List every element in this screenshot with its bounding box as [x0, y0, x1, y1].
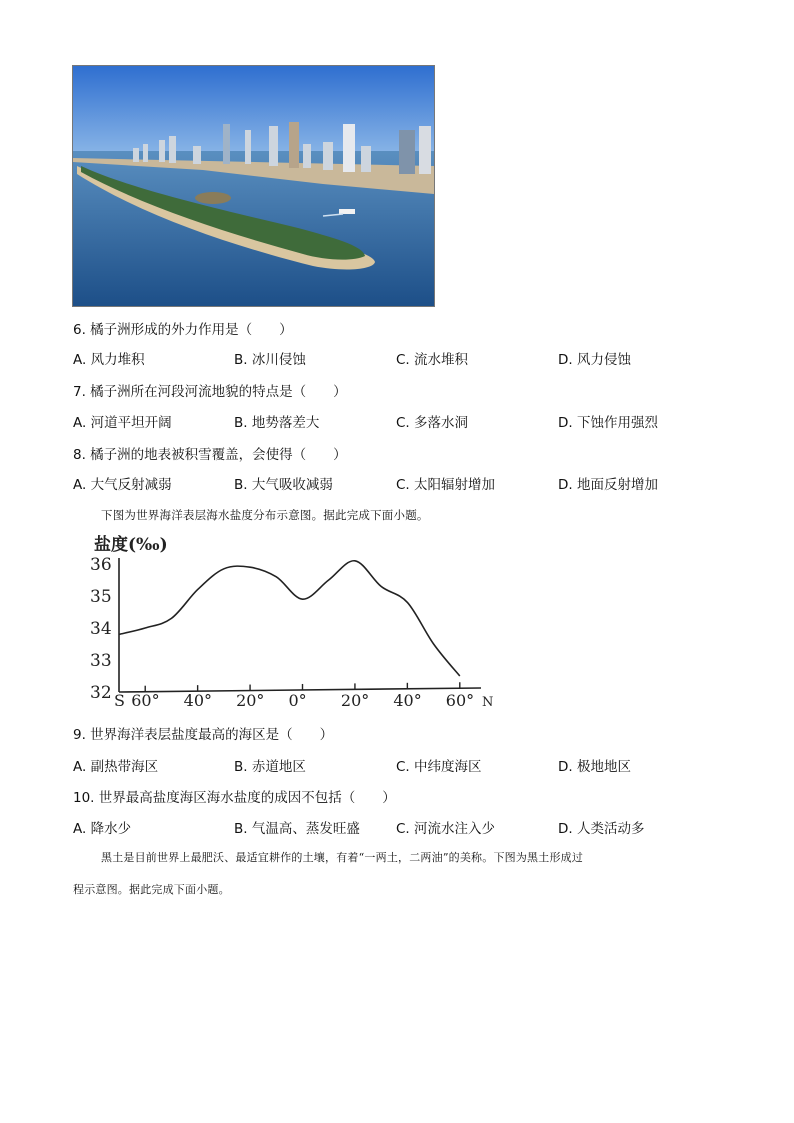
salinity-chart [86, 528, 506, 718]
y-tick-label: 35 [90, 587, 112, 607]
question-6-option-b[interactable]: B. 冰川侵蚀 [234, 352, 306, 368]
question-9-option-d[interactable]: D. 极地地区 [558, 759, 631, 775]
question-10-option-c[interactable]: C. 河流水注入少 [396, 821, 496, 837]
salinity-chart-svg [86, 528, 506, 718]
y-tick-label: 32 [90, 683, 112, 703]
y-tick-label: 33 [90, 651, 112, 671]
y-axis-label: 盐度(‰) [94, 535, 168, 555]
question-8-option-c[interactable]: C. 太阳辐射增加 [396, 477, 496, 493]
question-8-option-a[interactable]: A. 大气反射减弱 [73, 477, 172, 493]
salinity-intro: 下图为世界海洋表层海水盐度分布示意图。据此完成下面小题。 [101, 508, 429, 522]
question-7-option-b[interactable]: B. 地势落差大 [234, 415, 320, 431]
question-10-stem: 10. 世界最高盐度海区海水盐度的成因不包括（ ） [73, 790, 396, 806]
x-tick-label: 0° [288, 691, 307, 710]
x-tick-label: 60° [131, 691, 160, 710]
question-9-option-b[interactable]: B. 赤道地区 [234, 759, 306, 775]
x-tick-label: 20° [236, 691, 265, 710]
question-10-option-b[interactable]: B. 气温高、蒸发旺盛 [234, 821, 360, 837]
question-9-option-a[interactable]: A. 副热带海区 [73, 759, 159, 775]
question-6-option-c[interactable]: C. 流水堆积 [396, 352, 469, 368]
question-10-option-d[interactable]: D. 人类活动多 [558, 821, 645, 837]
question-7-option-a[interactable]: A. 河道平坦开阔 [73, 415, 172, 431]
question-8-option-b[interactable]: B. 大气吸收减弱 [234, 477, 333, 493]
x-tick-label: N [482, 695, 494, 710]
x-tick-label: S [114, 691, 125, 710]
question-7-option-c[interactable]: C. 多落水洞 [396, 415, 469, 431]
question-9-stem: 9. 世界海洋表层盐度最高的海区是（ ） [73, 727, 334, 743]
question-6-stem: 6. 橘子洲形成的外力作用是（ ） [73, 322, 293, 338]
question-8-stem: 8. 橘子洲的地表被积雪覆盖，会使得（ ） [73, 447, 347, 463]
question-8-option-d[interactable]: D. 地面反射增加 [558, 477, 658, 493]
question-6-option-d[interactable]: D. 风力侵蚀 [558, 352, 631, 368]
question-10-option-a[interactable]: A. 降水少 [73, 821, 132, 837]
island-photo [72, 65, 435, 307]
question-6-option-a[interactable]: A. 风力堆积 [73, 352, 145, 368]
salinity-series-line [119, 561, 460, 676]
blacksoil-intro-line1: 黑土是目前世界上最肥沃、最适宜耕作的土壤，有着“一两土，二两油”的美称。下图为黑土形成过 [101, 851, 584, 864]
question-9-option-c[interactable]: C. 中纬度海区 [396, 759, 482, 775]
blacksoil-intro-line2: 程示意图。据此完成下面小题。 [73, 883, 230, 896]
x-tick-label: 40° [393, 691, 422, 710]
x-tick-label: 40° [183, 691, 213, 710]
x-tick-label: 60° [445, 691, 475, 710]
y-tick-label: 36 [90, 555, 112, 575]
x-tick-label: 20° [340, 691, 370, 710]
question-7-option-d[interactable]: D. 下蚀作用强烈 [558, 415, 658, 431]
y-tick-label: 34 [90, 619, 112, 639]
question-7-stem: 7. 橘子洲所在河段河流地貌的特点是（ ） [73, 384, 347, 400]
